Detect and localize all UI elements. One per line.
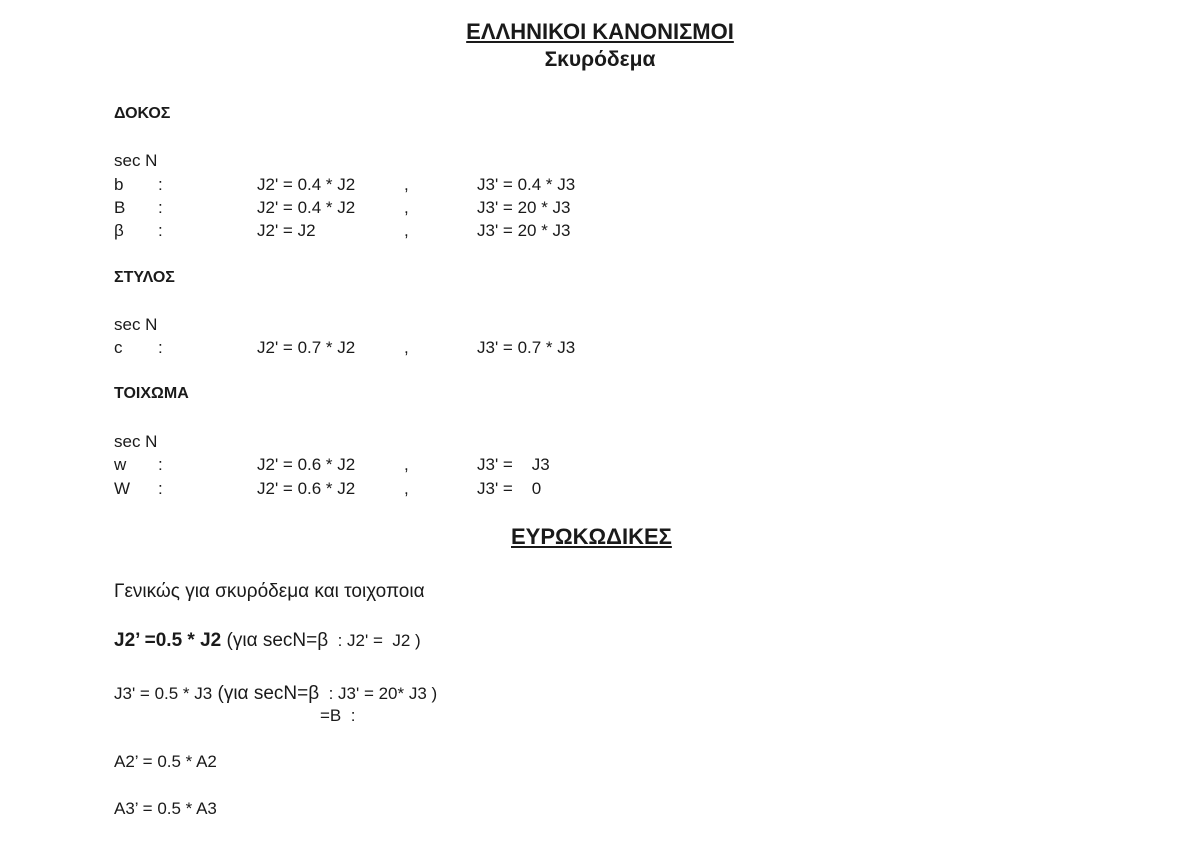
row-j3-formula: J3' = J3 (477, 455, 550, 474)
row-comma: , (404, 221, 409, 240)
j2-eurocode-line (114, 630, 421, 652)
sec-label: sec N (114, 151, 158, 170)
row-comma: , (404, 175, 409, 194)
row-comma: , (404, 198, 409, 217)
page-title: ΕΛΛΗΝΙΚΟΙ ΚΑΝΟΝΙΣΜΟΙ (466, 19, 734, 44)
page-subtitle: Σκυρόδεμα (544, 48, 656, 71)
row-colon: : (158, 479, 163, 498)
sec-label: sec N (114, 315, 158, 334)
row-colon: : (158, 338, 163, 357)
row-symbol: c (114, 338, 123, 357)
row-colon: : (158, 198, 163, 217)
j3-condition-result: : J3' = 20* J3 ) (319, 684, 438, 703)
row-j2-formula: J2' = 0.6 * J2 (257, 455, 356, 474)
row-j3-formula: J3' = 0 (477, 479, 542, 498)
j3-condition-alt: =B : (320, 706, 356, 725)
a2-formula: A2’ = 0.5 * A2 (114, 752, 217, 771)
j3-eurocode-line (114, 683, 437, 705)
row-comma: , (404, 479, 409, 498)
a3-formula: A3’ = 0.5 * A3 (114, 799, 217, 818)
j3-condition: (για secN=β (212, 683, 320, 704)
row-j3-formula: J3' = 20 * J3 (477, 221, 571, 240)
row-j3-formula: J3' = 20 * J3 (477, 198, 571, 217)
row-j3-formula: J3' = 0.4 * J3 (477, 175, 576, 194)
section-heading-stylos: ΣΤΥΛΟΣ (114, 269, 175, 286)
section-heading-eurocodes: ΕΥΡΩΚΩΔΙΚΕΣ (511, 524, 672, 549)
row-comma: , (404, 338, 409, 357)
row-j2-formula: J2' = 0.6 * J2 (257, 479, 356, 498)
j2-condition-result: : J2' = J2 ) (328, 631, 421, 650)
row-comma: , (404, 455, 409, 474)
sec-label: sec N (114, 432, 158, 451)
row-symbol: W (114, 479, 131, 498)
row-j2-formula: J2' = 0.4 * J2 (257, 175, 356, 194)
row-j2-formula: J2' = 0.7 * J2 (257, 338, 356, 357)
row-j2-formula: J2' = 0.4 * J2 (257, 198, 356, 217)
j2-formula: J2’ =0.5 * J2 (114, 630, 222, 651)
row-colon: : (158, 175, 163, 194)
row-colon: : (158, 455, 163, 474)
section-heading-toixoma: ΤΟΙΧΩΜΑ (114, 385, 189, 402)
row-j2-formula: J2' = J2 (257, 221, 316, 240)
j2-condition: (για secN=β (221, 630, 329, 651)
row-colon: : (158, 221, 163, 240)
row-symbol: w (114, 455, 127, 474)
j3-formula: J3' = 0.5 * J3 (114, 684, 213, 703)
row-j3-formula: J3' = 0.7 * J3 (477, 338, 576, 357)
general-note: Γενικώς για σκυρόδεμα και τοιχοποια (114, 581, 425, 602)
row-symbol: β (114, 221, 124, 240)
row-symbol: b (114, 175, 124, 194)
section-heading-dokos: ΔΟΚΟΣ (114, 105, 171, 122)
row-symbol: B (114, 198, 126, 217)
